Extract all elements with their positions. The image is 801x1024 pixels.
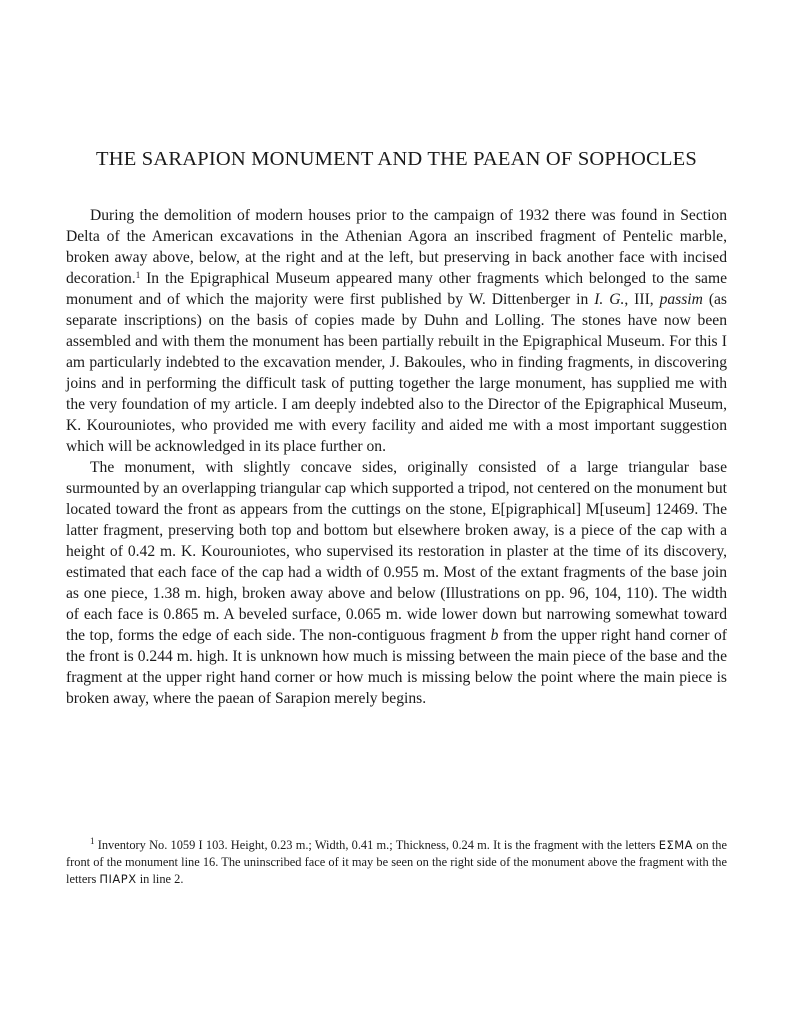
text-run: on the front of the monument line 16. The uninscribed face of it may be seen on the right side of the monument above the fragment with the letters [66,838,727,886]
italic-letter: b [490,627,499,644]
article-body [66,205,727,709]
greek-letters: ΠΙΑΡΧ [99,872,137,886]
paragraph-2 [66,457,727,709]
text-run: During the demolition of modern houses prior to the campaign of 1932 there was found in Section Delta of the American excavations in the Athenian Agora an inscribed fragment of Pentelic marble, broken away above, below, at the right and at the left, but preserving in back another face with incised decoration. [66,207,727,287]
text-run: from the upper right hand corner of the front is 0.244 m. high. It is unknown how much is missing between the main piece of the base and the fragment at the upper right hand corner or how much is missing below the point where the main piece is broken away, where the paean of Sarapion merely begins. [66,627,727,707]
paragraph-1 [66,205,727,457]
text-run: in line 2. [136,872,184,886]
text-run: The monument, with slightly concave sides, originally consisted of a large triangular base surmounted by an overlapping triangular cap which supported a tripod, not centered on the monument but located toward the front as appears from the cuttings on the stone, E[pigraphical] M[useum] 12469. The latter fragment, preserving both top and bottom but elsewhere broken away, is a piece of the cap with a height of 0.42 m. K. Kourouniotes, who supervised its restoration in plaster at the time of its discovery, estimated that each face of the cap had a width of 0.955 m. Most of the extant fragments of the base join as one piece, 1.38 m. high, broken away above and below (Illustrations on pp. 96, 104, 110). The width of each face is 0.865 m. A beveled surface, 0.065 m. wide lower down but narrowing somewhat toward the top, forms the edge of each side. The non-contiguous fragment [66,459,727,644]
footnotes [66,837,727,888]
footnote-number: 1 [90,836,95,846]
text-run: , III, [624,291,660,308]
text-run: Inventory No. 1059 I 103. Height, 0.23 m.; Width, 0.41 m.; Thickness, 0.24 m. It is the fragment with the letters [94,838,659,852]
text-run: In the Epigraphical Museum appeared many other fragments which belonged to the same monument and of which the majority were first published by W. Dittenberger in [66,270,727,308]
italic-citation: I. G. [594,291,625,308]
footnote-1 [66,837,727,888]
article-title: THE SARAPION MONUMENT AND THE PAEAN OF SOPHOCLES [96,148,697,170]
text-run: (as separate inscriptions) on the basis of copies made by Duhn and Lolling. The stones have now been assembled and with them the monument has been partially rebuilt in the Epigraphical Museum. For this I am particularly indebted to the excavation mender, J. Bakoules, who in finding fragments, in discovering joins and in performing the difficult task of putting together the large monument, has supplied me with the very foundation of my article. I am deeply indebted also to the Director of the Epigraphical Museum, K. Kourouniotes, who provided me with every facility and aided me with a most important suggestion which will be acknowledged in its place further on. [66,291,727,455]
italic-term: passim [659,291,703,308]
footnote-marker: 1 [135,270,141,280]
greek-letters: ΕΣΜΑ [658,838,694,852]
